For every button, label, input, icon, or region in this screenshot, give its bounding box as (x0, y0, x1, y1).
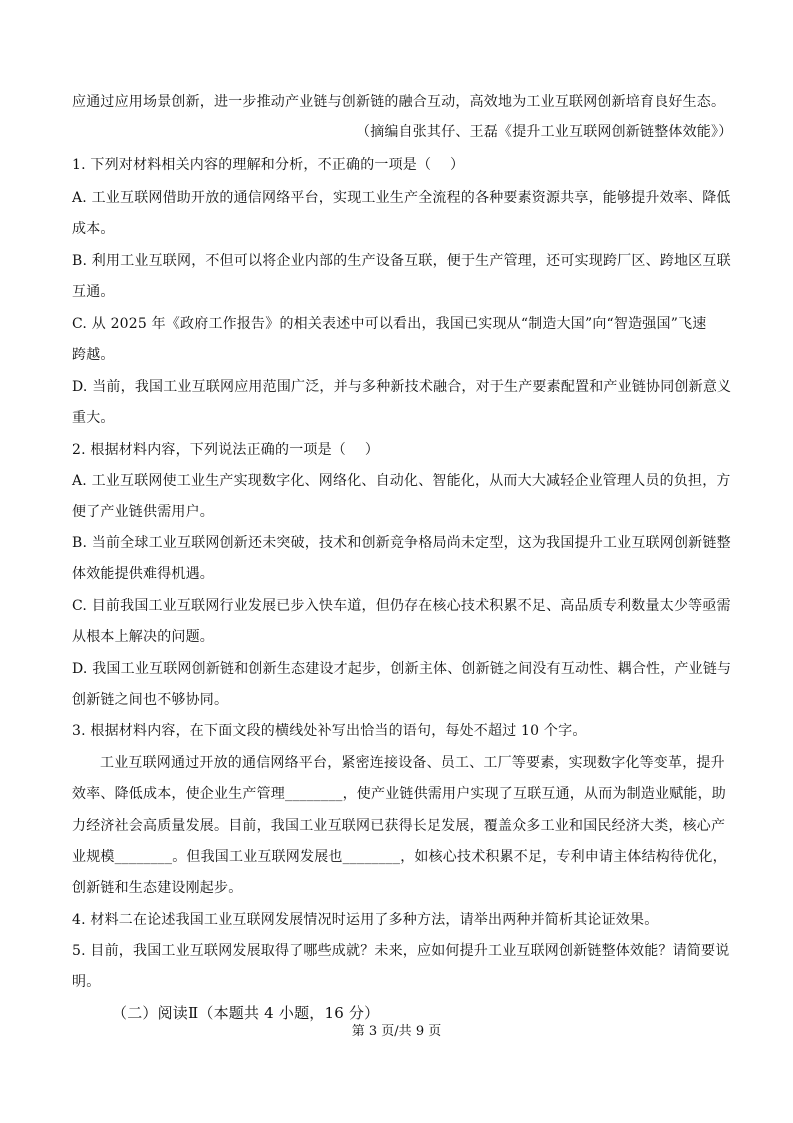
q1-option-b: B. 利用工业互联网，不但可以将企业内部的生产设备互联，便于生产管理，还可实现跨厂区、跨地区互联 (72, 253, 731, 269)
q2-option-d-cont: 创新链之间也不够协同。 (72, 692, 229, 708)
page-footer: 第 3 页/共 9 页 (351, 1024, 442, 1039)
q1-option-a-cont: 成本。 (72, 221, 115, 237)
q3-stem: 3. 根据材料内容，在下面文段的横线处补写出恰当的语句，每处不超过 10 个字。 (72, 723, 587, 739)
q3-paragraph-line-1: 工业互联网通过开放的通信网络平台，紧密连接设备、员工、工厂等要素，实现数字化等变革，提升 (100, 755, 725, 771)
q1-option-c: C. 从 2025 年《政府工作报告》的相关表述中可以看出，我国已实现从“制造大国”向“智造强国”飞速 (72, 316, 707, 332)
q2-option-d: D. 我国工业互联网创新链和创新生态建设才起步，创新主体、创新链之间没有互动性、耦合性，产业链与 (72, 661, 732, 677)
q2-option-a-cont: 便了产业链供需用户。 (72, 504, 214, 520)
q5-stem-cont: 明。 (72, 974, 101, 990)
q3-paragraph-line-3: 力经济社会高质量发展。目前，我国工业互联网已获得长足发展，覆盖众多工业和国民经济大类，核心产 (72, 818, 726, 834)
q3-paragraph-line-4: 业规模________。但我国工业互联网发展也________，如核心技术积累不足，专利申请主体结构待优化， (72, 849, 727, 865)
passage-tail: 应通过应用场景创新，进一步推动产业链与创新链的融合互动，高效地为工业互联网创新培育良好生态。 (72, 94, 726, 110)
q1-option-b-cont: 互通。 (72, 284, 115, 300)
q5-stem: 5. 目前，我国工业互联网发展取得了哪些成就？未来，应如何提升工业互联网创新链整体效能？请简要说 (72, 943, 730, 959)
section-heading: （二）阅读Ⅱ（本题共 4 小题，16 分） (112, 1004, 380, 1022)
q3-paragraph-line-5: 创新链和生态建设刚起步。 (72, 880, 243, 896)
q1-option-d: D. 当前，我国工业互联网应用范围广泛，并与多种新技术融合，对于生产要素配置和产业链协同创新意义 (72, 379, 732, 395)
q2-option-a: A. 工业互联网使工业生产实现数字化、网络化、自动化、智能化，从而大大减轻企业管理人员的负担，方 (72, 473, 731, 489)
q1-stem: 1. 下列对材料相关内容的理解和分析，不正确的一项是（ ） (72, 157, 465, 173)
q2-option-b: B. 当前全球工业互联网创新还未突破，技术和创新竞争格局尚未定型，这为我国提升工业互联网创新链整 (72, 535, 731, 551)
source-note: （摘编自张其仔、王磊《提升工业互联网创新链整体效能》） (356, 124, 733, 140)
q2-stem: 2. 根据材料内容，下列说法正确的一项是（ ） (72, 442, 380, 458)
q1-option-d-cont: 重大。 (72, 410, 115, 426)
q1-option-c-cont: 跨越。 (72, 347, 115, 363)
q1-option-a: A. 工业互联网借助开放的通信网络平台，实现工业生产全流程的各种要素资源共享，能够提升效率、降低 (72, 190, 731, 206)
q4-stem: 4. 材料二在论述我国工业互联网发展情况时运用了多种方法，请举出两种并简析其论证效果。 (72, 912, 659, 928)
q2-option-b-cont: 体效能提供难得机遇。 (72, 566, 214, 582)
q2-option-c: C. 目前我国工业互联网行业发展已步入快车道，但仍存在核心技术积累不足、高品质专利数量太少等亟需 (72, 598, 731, 614)
q2-option-c-cont: 从根本上解决的问题。 (72, 629, 214, 645)
q3-paragraph-line-2: 效率、降低成本，使企业生产管理________，使产业链供需用户实现了互联互通，从而为制造业赋能，助 (72, 786, 726, 802)
